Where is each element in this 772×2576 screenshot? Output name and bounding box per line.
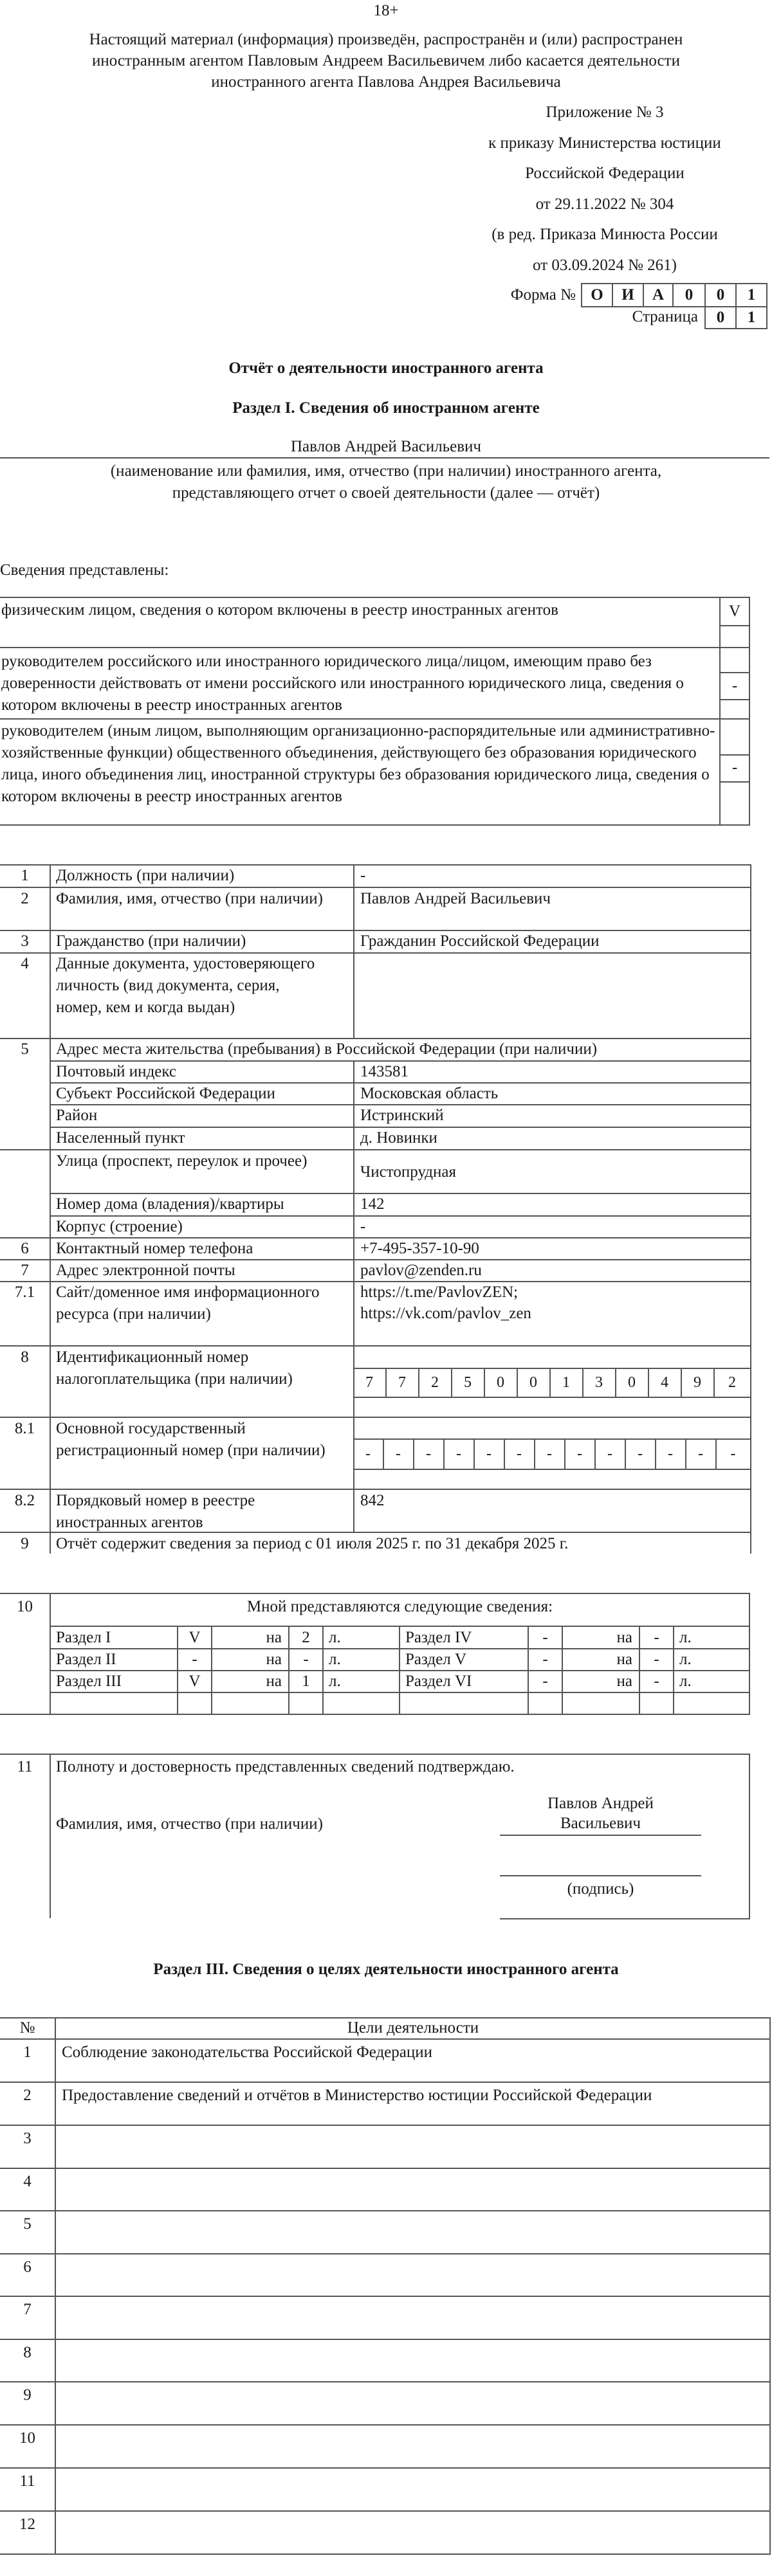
field-label: Контактный номер телефона <box>56 1240 253 1257</box>
inn-digit: 0 <box>484 1369 518 1397</box>
disclaimer-line: иностранного агента Павлова Андрея Васильевича <box>211 73 561 91</box>
field-label: Сайт/доменное имя информационного ресурса (при наличии) <box>56 1283 320 1323</box>
ogrn-digit: - <box>625 1440 656 1469</box>
field-label: Населенный пункт <box>56 1129 185 1147</box>
submitter-option-mark[interactable]: - <box>731 677 738 694</box>
row-divider <box>0 2125 769 2126</box>
goal-row-number: 5 <box>23 2215 32 2233</box>
website-link[interactable]: https://vk.com/pavlov_zen <box>360 1305 531 1322</box>
column-divider <box>50 1754 51 1918</box>
page-label: Страница <box>632 308 698 325</box>
section-mark[interactable]: V <box>188 1629 201 1646</box>
street-value[interactable]: Чистопрудная <box>360 1163 456 1181</box>
row-number: 1 <box>21 867 29 884</box>
field-value[interactable]: Гражданин Российской Федерации <box>360 932 600 950</box>
field-label: Номер дома (владения)/квартиры <box>56 1195 284 1213</box>
field-label: Почтовый индекс <box>56 1063 176 1080</box>
field-label: Корпус (строение) <box>56 1218 183 1235</box>
disclaimer-line: иностранным агентом Павловым Андреем Васильевичем либо касается деятельности <box>92 52 680 69</box>
row-number: 7.1 <box>14 1283 35 1301</box>
form-number-cell: О <box>581 283 613 307</box>
inn-digit: 0 <box>517 1369 551 1397</box>
field-label: Субъект Российской Федерации <box>56 1085 275 1102</box>
field-label: Должность (при наличии) <box>56 867 235 884</box>
row-divider <box>0 2510 769 2512</box>
row-divider <box>0 1754 750 1755</box>
mark-divider <box>719 625 749 626</box>
section-name: Раздел I <box>56 1629 111 1646</box>
column-header-goals: Цели деятельности <box>347 2019 479 2036</box>
page-number-cell: 1 <box>735 306 767 329</box>
inn-digit: 4 <box>648 1369 682 1397</box>
section-mark[interactable]: - <box>542 1629 548 1646</box>
ogrn-digit-grid[interactable] <box>353 1438 750 1470</box>
section-pages[interactable]: 1 <box>302 1673 310 1690</box>
row-number: 10 <box>17 1598 33 1615</box>
section3-title: Раздел III. Сведения о целях деятельности иностранного агента <box>153 1961 619 1978</box>
inn-digit: 7 <box>386 1369 419 1397</box>
row-divider <box>0 2296 769 2297</box>
pages-unit: л. <box>679 1673 692 1690</box>
form-number-cell: 0 <box>672 283 706 307</box>
appendix-line: от 03.09.2024 № 261) <box>532 257 677 274</box>
row-number: 5 <box>21 1040 29 1058</box>
inn-digit: 2 <box>728 1374 736 1391</box>
section-mark[interactable]: - <box>542 1651 548 1668</box>
agent-name-caption: представляющего отчет о своей деятельности (далее — отчёт) <box>172 484 600 502</box>
on-label: на <box>616 1673 632 1690</box>
submitter-option-text: физическим лицом, сведения о котором включены в реестр иностранных агентов <box>1 601 558 619</box>
row-divider <box>0 2210 769 2211</box>
goal-row-number: 11 <box>19 2472 35 2490</box>
row-divider <box>0 647 750 648</box>
inn-digit: 3 <box>583 1369 616 1397</box>
form-number-cell: 1 <box>735 283 767 307</box>
page-number-cell: 0 <box>704 306 737 329</box>
ogrn-digit: - <box>730 1446 736 1462</box>
goal-text[interactable]: Предоставление сведений и отчётов в Министерство юстиции Российской Федерации <box>62 2087 652 2104</box>
on-label: на <box>266 1673 282 1690</box>
ogrn-digit: - <box>444 1440 475 1469</box>
goal-row-number: 1 <box>23 2044 32 2061</box>
ogrn-digit: - <box>656 1440 686 1469</box>
section-name: Раздел V <box>405 1651 467 1668</box>
section-pages[interactable]: 2 <box>302 1629 310 1646</box>
inn-digit: 7 <box>353 1369 387 1397</box>
row-divider <box>0 2168 769 2169</box>
phone-value[interactable]: +7-495-357-10-90 <box>360 1240 479 1257</box>
column-divider <box>322 1626 324 1714</box>
appendix-line: от 29.11.2022 № 304 <box>535 195 674 213</box>
agent-name-underline <box>0 457 769 458</box>
section-mark[interactable]: - <box>542 1673 548 1690</box>
goal-row-number: 6 <box>23 2258 32 2276</box>
website-link[interactable]: https://t.me/PavlovZEN; <box>360 1283 519 1301</box>
row-number: 6 <box>21 1240 29 1257</box>
table-right-border <box>749 1754 750 1919</box>
inn-digit: 2 <box>419 1369 452 1397</box>
row-number: 8.2 <box>14 1492 35 1509</box>
house-value[interactable]: 142 <box>360 1195 385 1213</box>
ogrn-digit: - <box>565 1440 596 1469</box>
appendix-line: Российской Федерации <box>525 165 685 182</box>
disclaimer-line: Настоящий материал (информация) произведён, распространён и (или) распространен <box>89 31 683 48</box>
column-divider <box>353 864 354 1038</box>
confirmation-text: Полноту и достоверность представленных сведений подтверждаю. <box>56 1758 515 1775</box>
field-label: Адрес места жительства (пребывания) в Российской Федерации (при наличии) <box>56 1040 598 1058</box>
bottom-border <box>500 1918 750 1919</box>
section-pages[interactable]: - <box>303 1651 309 1668</box>
pages-unit: л. <box>679 1651 692 1668</box>
field-label: Основной государственный регистрационный номер (при наличии) <box>56 1420 326 1459</box>
section1-title: Раздел I. Сведения об иностранном агенте <box>232 399 540 417</box>
on-label: на <box>266 1629 282 1646</box>
field-label: Район <box>56 1107 98 1124</box>
goal-row-number: 8 <box>23 2344 32 2361</box>
ogrn-digit: - <box>535 1440 565 1469</box>
age-rating: 18+ <box>373 2 399 19</box>
row-divider <box>0 2082 769 2083</box>
row-divider <box>0 1593 750 1594</box>
fio-label: Фамилия, имя, отчество (при наличии) <box>56 1815 323 1833</box>
pages-unit: л. <box>329 1673 341 1690</box>
row-number: 3 <box>21 932 29 950</box>
section-name: Раздел III <box>56 1673 122 1690</box>
goal-row-number: 3 <box>23 2130 32 2147</box>
row-number: 11 <box>17 1758 33 1775</box>
goal-row-number: 2 <box>23 2087 32 2104</box>
inn-digit-grid[interactable] <box>353 1368 750 1398</box>
goal-row-number: 12 <box>19 2516 35 2533</box>
pages-unit: л. <box>679 1629 692 1646</box>
row-number: 8 <box>21 1348 29 1366</box>
row-divider <box>0 2339 769 2340</box>
agent-name: Павлов Андрей Васильевич <box>290 438 481 455</box>
column-divider <box>399 1626 400 1714</box>
column-divider <box>55 2017 56 2555</box>
form-number-cell: А <box>643 283 674 307</box>
goal-row-number: 7 <box>23 2301 32 2318</box>
report-period: Отчёт содержит сведения за период с 01 июля 2025 г. по 31 декабря 2025 г. <box>56 1535 569 1552</box>
ogrn-digit: - <box>686 1440 717 1469</box>
district-value[interactable]: Истринский <box>360 1107 444 1124</box>
building-value[interactable]: - <box>360 1218 366 1235</box>
submitter-option-text: руководителем российского или иностранного юридического лица/лицом, имеющим право без доверенности действовать от имени российского или иностранного юридического лица, сведения о котором включены в реестр иностранных агентов <box>1 653 684 714</box>
field-label: Данные документа, удостоверяющего личность (вид документа, серия, номер, кем и когда выдан) <box>56 955 315 1016</box>
ogrn-digit: - <box>414 1440 445 1469</box>
goal-row-number: 9 <box>23 2386 32 2404</box>
row-number: 8.1 <box>14 1420 35 1437</box>
submitter-option-text: руководителем (иным лицом, выполняющим организационно-распорядительные или административно-хозяйственные функции) общественного объединения, действующего без образования юридического лица, иного объединения лиц, иностранной структуры без образования юридического лица, сведения о котором включены в реестр иностранных агентов <box>1 722 715 805</box>
mark-divider <box>719 699 749 700</box>
field-value[interactable]: Павлов Андрей Васильевич <box>360 890 551 907</box>
section-name: Раздел IV <box>405 1629 472 1646</box>
name-underline <box>500 1835 701 1836</box>
section-mark[interactable]: V <box>188 1673 201 1690</box>
on-label: на <box>266 1651 282 1668</box>
goal-text[interactable]: Соблюдение законодательства Российской Федерации <box>62 2044 433 2061</box>
appendix-line: (в ред. Приказа Минюста России <box>492 226 718 243</box>
pages-unit: л. <box>329 1629 341 1646</box>
form-number-label: Форма № <box>510 286 576 304</box>
form-number-cell: 0 <box>704 283 737 307</box>
row-divider <box>0 2253 769 2254</box>
column-divider <box>50 864 51 1554</box>
row-divider <box>0 718 750 720</box>
section-pages[interactable]: - <box>654 1629 659 1646</box>
ogrn-digit: - <box>474 1440 505 1469</box>
column-header-number: № <box>19 2019 35 2036</box>
table-right-border <box>750 864 751 1554</box>
inn-digit: 5 <box>452 1369 485 1397</box>
signatory-name: Васильевич <box>560 1815 641 1832</box>
section-mark[interactable]: - <box>192 1651 198 1668</box>
signatory-name: Павлов Андрей <box>547 1795 654 1812</box>
registry-number-value[interactable]: 842 <box>360 1492 385 1509</box>
submitter-option-mark[interactable]: V <box>728 603 741 620</box>
email-value[interactable]: pavlov@zenden.ru <box>360 1262 482 1279</box>
postal-code-value[interactable]: 143581 <box>360 1063 409 1080</box>
on-label: на <box>616 1651 632 1668</box>
region-value[interactable]: Московская область <box>360 1085 499 1102</box>
mark-divider <box>719 672 749 673</box>
field-label: Гражданство (при наличии) <box>56 932 246 950</box>
ogrn-digit: - <box>353 1440 384 1469</box>
row-divider <box>0 1714 750 1715</box>
field-label: Адрес электронной почты <box>56 1262 235 1279</box>
submitted-label: Сведения представлены: <box>0 561 169 579</box>
form-number-cell: И <box>612 283 644 307</box>
inn-digit: 9 <box>681 1369 715 1397</box>
field-label: Фамилия, имя, отчество (при наличии) <box>56 890 323 907</box>
field-label: Улица (проспект, переулок и прочее) <box>56 1152 308 1170</box>
row-number: 2 <box>21 890 29 907</box>
column-divider <box>673 1626 674 1714</box>
appendix-line: Приложение № 3 <box>546 104 664 121</box>
submitter-option-mark[interactable]: - <box>731 759 738 776</box>
row-number: 9 <box>21 1535 29 1552</box>
ogrn-digit: - <box>383 1440 414 1469</box>
report-title: Отчёт о деятельности иностранного агента <box>228 359 544 377</box>
signature-line[interactable] <box>500 1875 701 1876</box>
mark-divider <box>719 754 749 756</box>
ogrn-digit: - <box>595 1440 626 1469</box>
goal-row-number: 4 <box>23 2173 32 2190</box>
section-pages[interactable]: - <box>654 1651 659 1668</box>
ogrn-digit: - <box>504 1440 535 1469</box>
sections-submitted-title: Мной представляются следующие сведения: <box>246 1598 553 1615</box>
field-label: Порядковый номер в реестре иностранных агентов <box>56 1492 255 1531</box>
inn-digit: 0 <box>616 1369 649 1397</box>
on-label: на <box>616 1629 632 1646</box>
agent-name-caption: (наименование или фамилия, имя, отчество (при наличии) иностранного агента, <box>110 462 662 480</box>
row-divider <box>0 2467 769 2469</box>
section-name: Раздел II <box>56 1651 116 1668</box>
appendix-line: к приказу Министерства юстиции <box>488 134 721 152</box>
mark-divider <box>719 781 749 783</box>
goal-row-number: 10 <box>19 2429 35 2447</box>
row-number: 7 <box>21 1262 29 1279</box>
locality-value[interactable]: д. Новинки <box>360 1129 437 1147</box>
row-divider <box>0 2424 769 2426</box>
row-divider <box>0 2381 769 2382</box>
pages-unit: л. <box>329 1651 341 1668</box>
row-number: 4 <box>21 955 29 972</box>
field-value[interactable]: - <box>360 867 366 884</box>
signature-caption: (подпись) <box>567 1880 634 1898</box>
column-divider <box>719 597 721 826</box>
section-pages[interactable]: - <box>654 1673 659 1690</box>
field-label: Идентификационный номер налогоплательщика (при наличии) <box>56 1348 293 1388</box>
section-name: Раздел VI <box>405 1673 472 1690</box>
inn-digit: 1 <box>550 1369 584 1397</box>
